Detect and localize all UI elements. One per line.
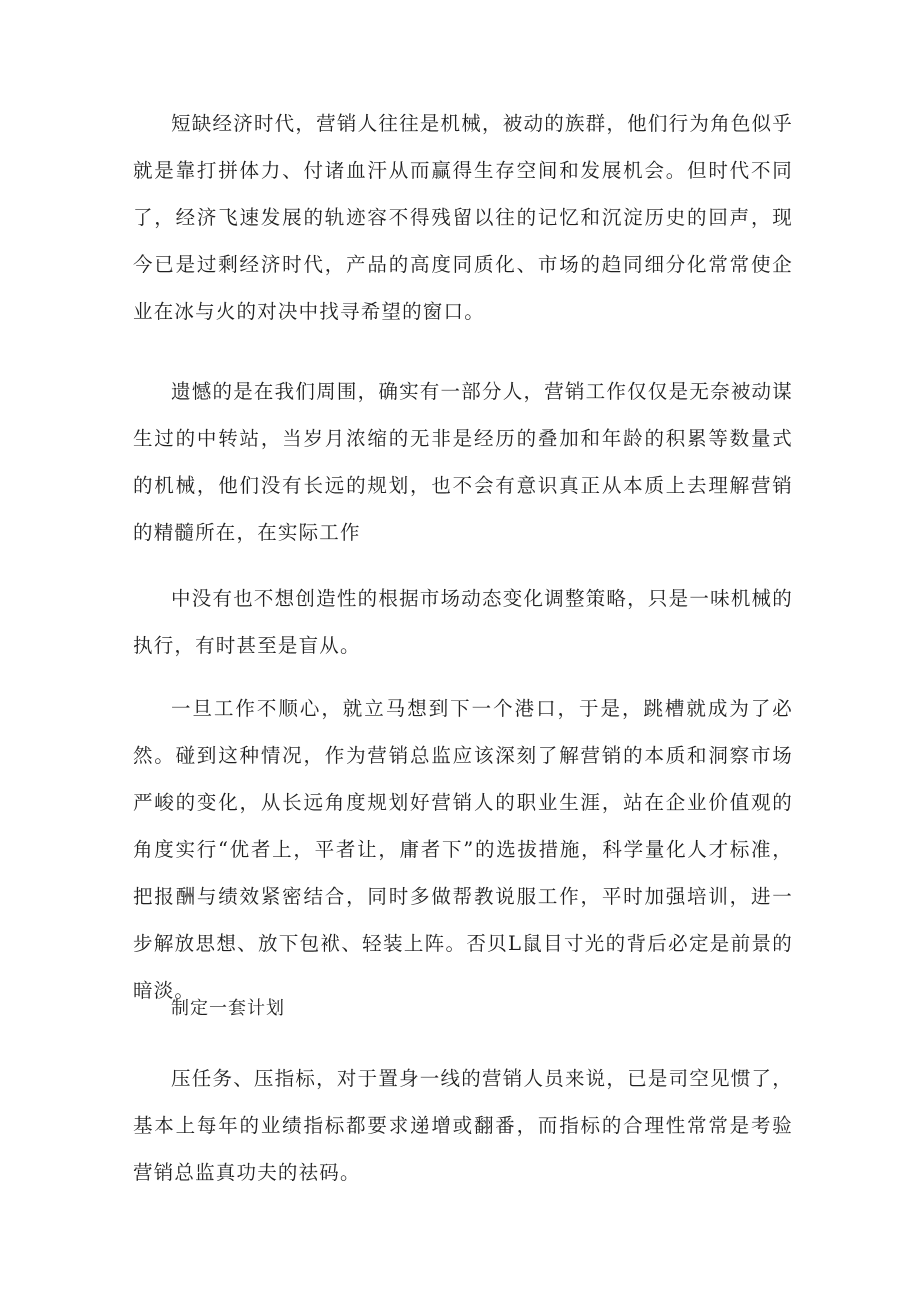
paragraph-job-hopping: 一旦工作不顺心，就立马想到下一个港口，于是，跳槽就成为了必然。碰到这种情况，作为营销总监应该深刻了解营销的本质和洞察市场严峻的变化，从长远角度规划好营销人的职业生涯，站在企业价值观的角度实行“优者上，平者让，庸者下”的选拔措施，科学量化人才标准，把报酬与绩效紧密结合，同时多做帮教说服工作，平时加强培训，进一步解放思想、放下包袱、轻装上阵。否贝L鼠目寸光的背后必定是前景的暗淡。 xyxy=(133,697,793,1002)
paragraph-no-creativity: 中没有也不想创造性的根据市场动态变化调整策略，只是一味机械的执行，有时甚至是盲从。 xyxy=(133,587,793,657)
paragraph-targets: 压任务、压指标，对于置身一线的营销人员来说，已是司空见惯了，基本上每年的业绩指标都要求递增或翻番，而指标的合理性常常是考验营销总监真功夫的祛码。 xyxy=(133,1067,793,1184)
paragraph-shortage-economy: 短缺经济时代，营销人往往是机械，被动的族群，他们行为角色似乎就是靠打拼体力、付诸血汗从而赢得生存空间和发展机会。但时代不同了，经济飞速发展的轨迹容不得残留以往的记忆和沉淀历史的回声，现今已是过剩经济时代，产品的高度同质化、市场的趋同细分化常常使企业在冰与火的对决中找寻希望的窗口。 xyxy=(133,112,793,323)
paragraph-regret: 遗憾的是在我们周围，确实有一部分人，营销工作仅仅是无奈被动谋生过的中转站，当岁月浓缩的无非是经历的叠加和年龄的积累等数量式的机械，他们没有长远的规划，也不会有意识真正从本质上去理解营销的精髓所在，在实际工作 xyxy=(133,380,793,544)
section-heading: 制定一套计划 xyxy=(171,998,285,1019)
